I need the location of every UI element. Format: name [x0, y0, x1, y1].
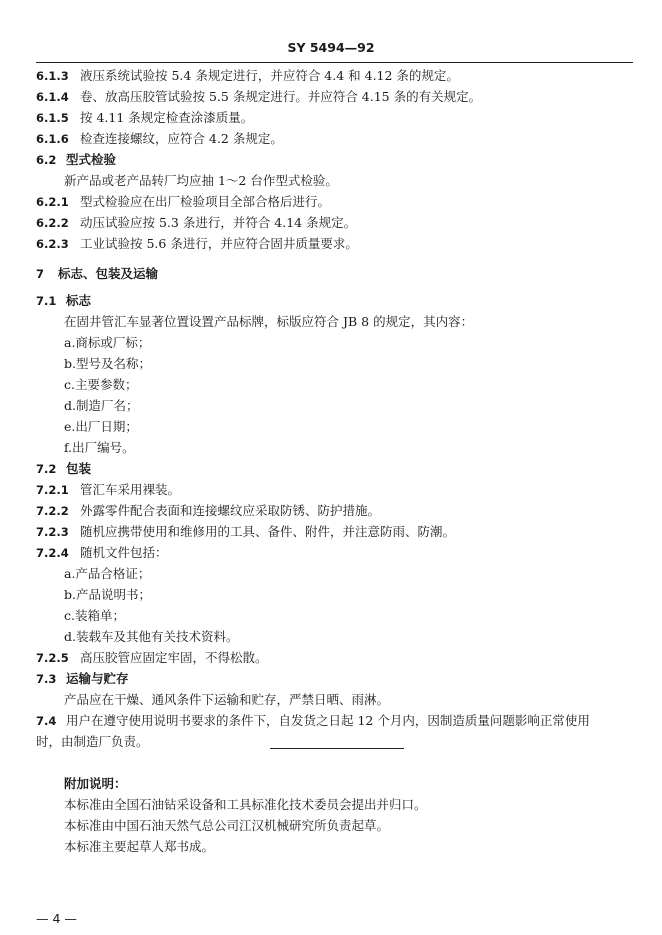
clause-7-2-5: [36, 649, 268, 667]
paragraph: 产品应在干燥、通风条件下运输和贮存，严禁日晒、雨淋。: [64, 692, 390, 707]
list-item: d.装载车及其他有关技术资料。: [64, 629, 239, 644]
clause-text: 液压系统试验按 5.4 条规定进行，并应符合 4.4 和 4.12 条的规定。: [80, 68, 459, 83]
section-number: 6.2: [36, 153, 57, 167]
notes-heading: 附加说明：: [64, 776, 127, 791]
list-item: d.制造厂名；: [64, 398, 139, 413]
clause-number: 6.2.2: [36, 216, 69, 230]
clause-6-2-2: [36, 214, 356, 232]
section-7-3-heading: [36, 670, 129, 688]
list-item: c.装箱单；: [64, 608, 125, 623]
paragraph: 新产品或老产品转厂均应抽 1～2 台作型式检验。: [64, 173, 338, 188]
header-rule: [36, 62, 633, 63]
section-title: 型式检验: [66, 152, 117, 167]
page-header: SY 5494—92: [287, 40, 375, 55]
list-item: a.商标或厂标；: [64, 335, 151, 350]
clause-number: 7.2.1: [36, 483, 69, 497]
section-title: 标志、包装及运输: [58, 266, 159, 281]
clause-6-1-3: [36, 67, 459, 85]
clause-text: 管汇车采用裸装。: [80, 482, 181, 497]
clause-text: 动压试验应按 5.3 条进行，并符合 4.14 条规定。: [80, 215, 357, 230]
list-item: b.型号及名称；: [64, 356, 151, 371]
section-divider: [270, 748, 404, 749]
clause-6-2-3: [36, 235, 358, 253]
list-item: a.产品合格证；: [64, 566, 151, 581]
clause-7-2-4: [36, 544, 168, 562]
clause-7-2-3: [36, 523, 455, 541]
clause-text: 卷、放高压胶管试验按 5.5 条规定进行。并应符合 4.15 条的有关规定。: [80, 89, 482, 104]
clause-number: 7.2.3: [36, 525, 69, 539]
section-number: 7.2: [36, 462, 57, 476]
section-number: 7: [36, 267, 45, 281]
clause-text: 随机应携带使用和维修用的工具、备件、附件，并注意防雨、防潮。: [80, 524, 456, 539]
notes-line: 本标准由中国石油天然气总公司江汉机械研究所负责起草。: [64, 818, 390, 833]
clause-text: 工业试验按 5.6 条进行，并应符合固井质量要求。: [80, 236, 358, 251]
clause-number: 6.1.3: [36, 69, 69, 83]
section-7-1-heading: [36, 292, 91, 310]
clause-number: 6.2.3: [36, 237, 69, 251]
list-item: e.出厂日期；: [64, 419, 138, 434]
clause-6-2-1: [36, 193, 330, 211]
page-number: — 4 —: [36, 911, 77, 926]
clause-number: 6.2.1: [36, 195, 69, 209]
clause-number: 7.2.4: [36, 546, 69, 560]
clause-number: 6.1.5: [36, 111, 69, 125]
section-title: 运输与贮存: [66, 671, 129, 686]
clause-6-1-5: [36, 109, 253, 127]
list-item: b.产品说明书；: [64, 587, 151, 602]
clause-text: 按 4.11 条规定检查涂漆质量。: [80, 110, 254, 125]
clause-text: 检查连接螺纹，应符合 4.2 条规定。: [80, 131, 283, 146]
clause-text: 高压胶管应固定牢固，不得松散。: [80, 650, 268, 665]
list-item: f.出厂编号。: [64, 440, 135, 455]
section-number: 7.3: [36, 672, 57, 686]
clause-number: 6.1.4: [36, 90, 69, 104]
section-6-2-heading: [36, 151, 116, 169]
clause-text: 型式检验应在出厂检验项目全部合格后进行。: [80, 194, 331, 209]
clause-7-4: [36, 712, 590, 730]
notes-line: 本标准主要起草人郑书成。: [64, 839, 215, 854]
section-title: 标志: [66, 293, 92, 308]
paragraph: 在固井管汇车显著位置设置产品标牌，标版应符合 JB 8 的规定，其内容：: [64, 314, 474, 329]
clause-number: 7.4: [36, 714, 57, 728]
clause-text: 外露零件配合表面和连接螺纹应采取防锈、防护措施。: [80, 503, 381, 518]
section-7-2-heading: [36, 460, 91, 478]
clause-number: 7.2.2: [36, 504, 69, 518]
section-7-heading: [36, 265, 158, 283]
clause-7-2-2: [36, 502, 380, 520]
notes-line: 本标准由全国石油钻采设备和工具标准化技术委员会提出并归口。: [64, 797, 427, 812]
clause-7-2-1: [36, 481, 180, 499]
clause-6-1-6: [36, 130, 283, 148]
clause-6-1-4: [36, 88, 481, 106]
section-number: 7.1: [36, 294, 57, 308]
clause-number: 6.1.6: [36, 132, 69, 146]
list-item: c.主要参数；: [64, 377, 138, 392]
paragraph-continuation: 时，由制造厂负责。: [36, 734, 149, 749]
section-title: 包装: [66, 461, 92, 476]
clause-text: 用户在遵守使用说明书要求的条件下，自发货之日起 12 个月内，因制造质量问题影响正常使用: [66, 713, 590, 728]
clause-text: 随机文件包括：: [80, 545, 168, 560]
clause-number: 7.2.5: [36, 651, 69, 665]
